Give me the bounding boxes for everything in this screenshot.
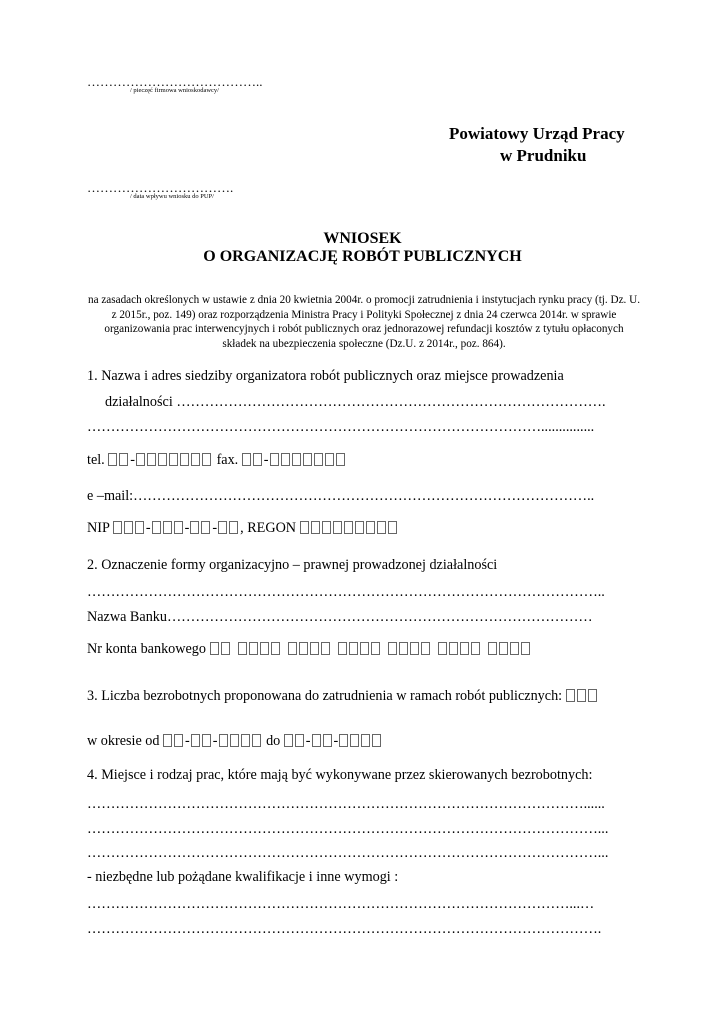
nip-boxes-2[interactable] [152, 520, 185, 537]
nip-dash-2: - [184, 520, 190, 536]
account-boxes-2[interactable] [238, 641, 282, 658]
to-dash-2: - [333, 733, 339, 749]
bank-label: Nazwa Banku [87, 609, 167, 625]
nip-dash-3: - [212, 520, 218, 536]
section1-heading: 1. Nazwa i adres siedziby organizatora robót publicznych oraz miejsce prowadzenia [87, 368, 564, 384]
to-year-boxes[interactable] [339, 733, 383, 750]
regon-label: , REGON [240, 520, 300, 536]
section4-heading: 4. Miejsce i rodzaj prac, które mają być wykonywane przez skierowanych bezrobotnych: [87, 767, 593, 783]
from-dash-1: - [185, 733, 190, 749]
nip-boxes-4[interactable] [218, 520, 240, 537]
email-dots[interactable]: …………………………………………………………………………………….. [133, 488, 595, 504]
account-boxes-1[interactable] [210, 641, 232, 658]
fax-area-code-boxes[interactable] [242, 452, 264, 469]
account-boxes-3[interactable] [288, 641, 332, 658]
section4-dots-1[interactable]: ……………………………………………………………………………………………...... [87, 796, 605, 812]
office-city: w Prudniku [500, 146, 587, 165]
to-dash-1: - [305, 733, 311, 749]
account-boxes-4[interactable] [338, 641, 382, 658]
email-label: e –mail: [87, 488, 134, 504]
tel-label: tel. [87, 452, 109, 468]
unemployed-count-boxes[interactable] [566, 688, 599, 705]
section1-line3-dots[interactable]: ……………………………………………………………………………………............... [87, 419, 595, 435]
account-boxes-6[interactable] [438, 641, 482, 658]
period-row [87, 733, 383, 750]
tel-number-boxes[interactable] [136, 452, 213, 469]
account-label: Nr konta bankowego [87, 641, 210, 657]
requirements-dots-2[interactable]: ………………………………………………………………………………………………. [87, 921, 602, 937]
page-title: WNIOSEK [323, 230, 402, 247]
section2-heading: 2. Oznaczenie formy organizacyjno – prawnej prowadzonej działalności [87, 557, 498, 573]
account-row [87, 641, 538, 658]
legal-basis: na zasadach określonych w ustawie z dnia 20 kwietnia 2004r. o promocji zatrudnienia i instytucjach rynku pracy (tj. Dz. U. z 2015r., poz. 149) oraz rozporządzenia Ministra Pracy i Polityki Społecznej z dnia 24 czerwca 2014r. w sprawie organizowania prac interwencyjnych i robót publicznych oraz jednorazowej refundacji kosztów z tytułu opłaconych składek na ubezpieczenia społeczne (Dz.U. z 2014r., poz. 864). [87, 294, 641, 350]
phone-row [87, 452, 347, 469]
section1-line2-label: działalności [105, 394, 177, 410]
office-name: Powiatowy Urząd Pracy [449, 124, 625, 143]
from-dash-2: - [212, 733, 218, 749]
section4-dots-3[interactable]: ………………………………………………………………………………………………... [87, 845, 609, 861]
fax-number-boxes[interactable] [270, 452, 347, 469]
period-to-label: do [262, 733, 284, 749]
date-dots: ……………………………. [87, 180, 234, 195]
fax-dash: - [263, 452, 269, 468]
nip-boxes-1[interactable] [113, 520, 146, 537]
nip-boxes-3[interactable] [190, 520, 212, 537]
to-day-boxes[interactable] [284, 733, 306, 750]
nip-dash-1: - [145, 520, 151, 536]
section3-row [87, 688, 599, 705]
tel-dash: - [130, 452, 136, 468]
bank-dots[interactable]: ……………………………………………………………………………… [166, 609, 593, 625]
stamp-caption: / pieczęć firmowa wnioskodawcy/ [130, 87, 219, 94]
requirements-dots-1[interactable]: …………………………………………………………………………………………...… [87, 896, 595, 912]
regon-boxes[interactable] [300, 520, 399, 537]
from-year-boxes[interactable] [219, 733, 263, 750]
section3-heading: 3. Liczba bezrobotnych proponowana do zatrudnienia w ramach robót publicznych: [87, 688, 566, 704]
section1-line2-dots[interactable]: ………………………………………………………………………………. [176, 394, 606, 410]
email-row [87, 488, 594, 505]
section2-dots[interactable]: ……………………………………………………………………………………………….. [87, 584, 605, 600]
fax-label: fax. [213, 452, 242, 468]
to-month-boxes[interactable] [312, 733, 334, 750]
requirements-label: - niezbędne lub pożądane kwalifikacje i inne wymogi : [87, 869, 399, 885]
period-from-label: w okresie od [87, 733, 164, 749]
stamp-dots: ………………………………….. [87, 74, 263, 89]
from-month-boxes[interactable] [191, 733, 213, 750]
nip-label: NIP [87, 520, 113, 536]
account-boxes-7[interactable] [488, 641, 532, 658]
bank-row [87, 609, 593, 626]
account-boxes-5[interactable] [388, 641, 432, 658]
section1-line2 [105, 394, 605, 411]
date-caption: / data wpływu wniosku do PUP/ [130, 193, 214, 200]
page-subtitle: O ORGANIZACJĘ ROBÓT PUBLICZNYCH [203, 248, 522, 265]
nip-regon-row [87, 520, 399, 537]
tel-area-code-boxes[interactable] [108, 452, 130, 469]
section4-dots-2[interactable]: ………………………………………………………………………………………………... [87, 821, 609, 837]
from-day-boxes[interactable] [163, 733, 185, 750]
